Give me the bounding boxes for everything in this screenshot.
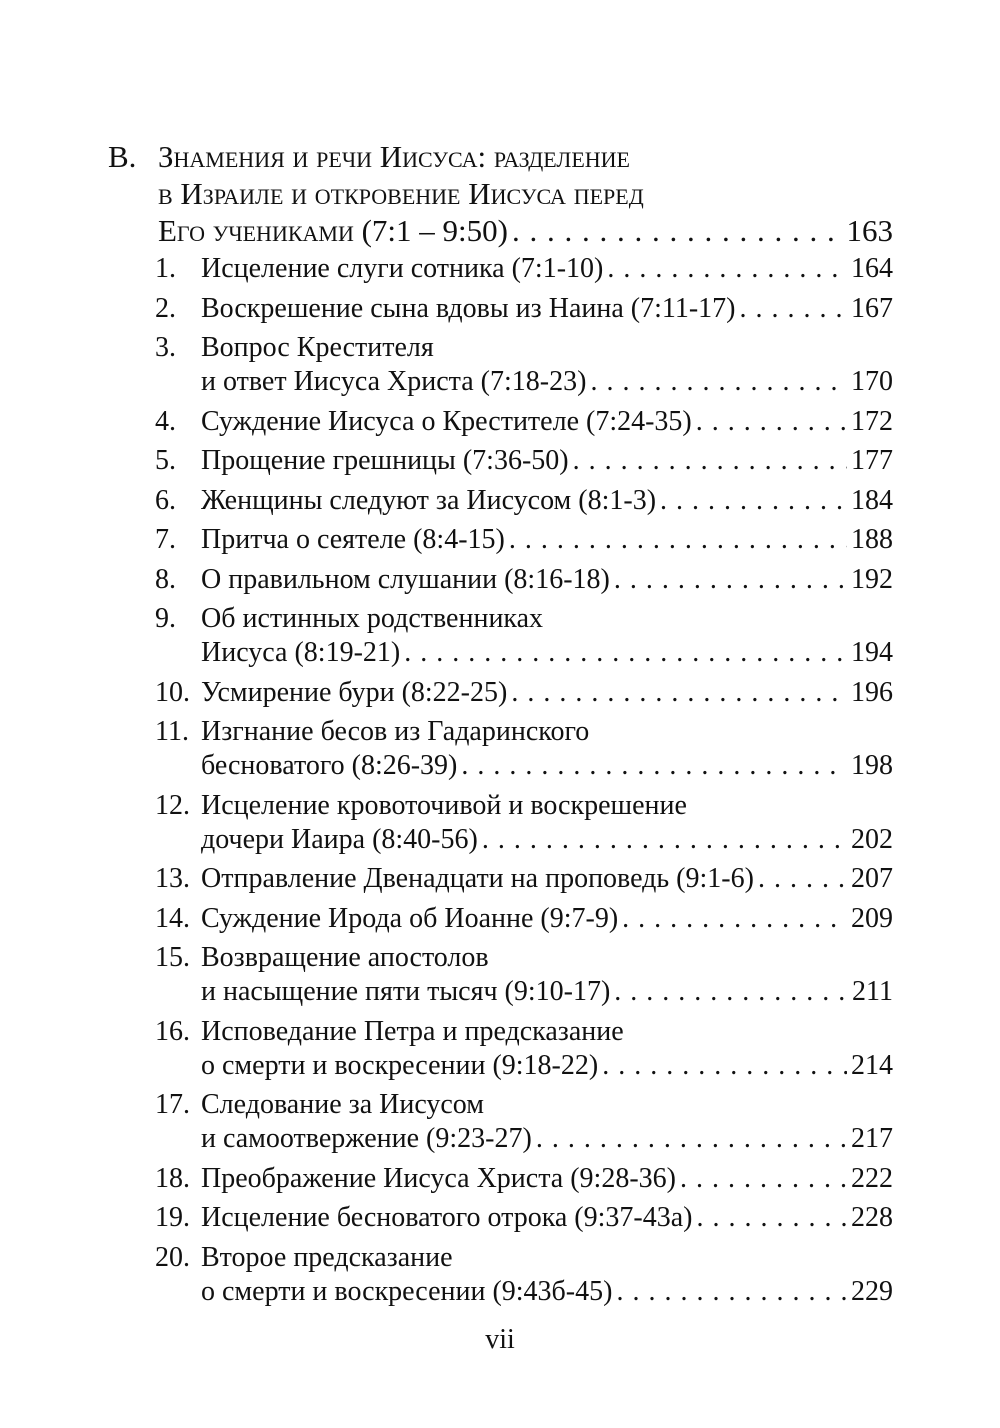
entry-number: 19. <box>155 1202 190 1233</box>
entry-title-line: Об истинных родственниках <box>201 603 544 634</box>
dot-leader <box>758 862 847 896</box>
toc-entry-list <box>155 252 893 1309</box>
entry-body <box>201 676 893 710</box>
entry-title: дочери Иаира (8:40-56) <box>201 823 478 855</box>
entry-leader-line <box>201 292 893 326</box>
entry-body <box>201 1241 893 1309</box>
entry-title: о смерти и воскресении (9:43б-45) <box>201 1275 613 1307</box>
dot-leader <box>616 1275 847 1309</box>
entry-page-number: 228 <box>851 1202 893 1233</box>
entry-title-line: Следование за Иисусом <box>201 1089 484 1120</box>
entry-page-number: 184 <box>851 484 893 516</box>
toc-entry[interactable] <box>155 1201 893 1235</box>
entry-leader-line <box>201 1122 893 1156</box>
entry-number: 13. <box>155 863 190 894</box>
dot-leader <box>607 252 847 286</box>
entry-title: О правильном слушании (8:16-18) <box>201 563 610 595</box>
entry-number: 6. <box>155 484 176 516</box>
section-title-line: Знамения и речи Иисуса: разделение <box>158 139 630 174</box>
entry-number: 15. <box>155 942 190 973</box>
entry-body <box>201 523 893 557</box>
toc-entry[interactable] <box>155 563 893 597</box>
section-title-line: Его учениками (7:1 – 9:50) <box>158 213 508 248</box>
entry-body <box>201 1015 893 1083</box>
page-folio: vii <box>485 1324 515 1355</box>
entry-leader-line <box>201 523 893 557</box>
toc-entry[interactable] <box>155 523 893 557</box>
section-heading <box>158 138 893 249</box>
entry-title: о смерти и воскресении (9:18-22) <box>201 1049 599 1081</box>
entry-number: 10. <box>155 676 190 708</box>
section-title-line: в Израиле и откровение Иисуса перед <box>158 176 644 211</box>
entry-number: 1. <box>155 253 176 284</box>
entry-body <box>201 1162 893 1196</box>
entry-title: Суждение Иисуса о Крестителе (7:24-35) <box>201 405 692 437</box>
dot-leader <box>660 484 847 518</box>
entry-leader-line <box>201 365 893 399</box>
entry-body <box>201 789 893 857</box>
entry-leader-line <box>201 636 893 670</box>
entry-number: 14. <box>155 902 190 934</box>
toc-entry[interactable] <box>155 1088 893 1156</box>
entry-body <box>201 563 893 597</box>
entry-title: Преображение Иисуса Христа (9:28-36) <box>201 1162 676 1194</box>
entry-number: 7. <box>155 524 176 555</box>
entry-leader-line <box>201 975 893 1009</box>
entry-page-number: 167 <box>851 292 893 324</box>
entry-page-number: 211 <box>852 976 893 1007</box>
entry-number: 11. <box>155 716 189 747</box>
dot-leader <box>696 1201 847 1235</box>
dot-leader <box>461 749 847 783</box>
entry-page-number: 202 <box>851 823 893 855</box>
entry-page-number: 164 <box>851 253 893 284</box>
entry-leader-line <box>201 676 893 710</box>
entry-leader-line <box>201 1049 893 1083</box>
entry-page-number: 229 <box>851 1275 893 1307</box>
entry-page-number: 217 <box>851 1123 893 1154</box>
entry-number: 4. <box>155 405 176 437</box>
dot-leader <box>739 292 847 326</box>
dot-leader <box>511 676 847 710</box>
entry-title-line: Исцеление кровоточивой и воскрешение <box>201 789 687 821</box>
entry-number: 18. <box>155 1162 190 1194</box>
toc-entry[interactable] <box>155 1015 893 1083</box>
entry-body <box>201 405 893 439</box>
toc-entry[interactable] <box>155 252 893 286</box>
toc-entry[interactable] <box>155 1162 893 1196</box>
dot-leader <box>536 1122 847 1156</box>
dot-leader <box>573 444 847 478</box>
entry-body <box>201 902 893 936</box>
entry-leader-line <box>201 563 893 597</box>
toc-entry[interactable] <box>155 405 893 439</box>
dot-leader <box>614 975 848 1009</box>
dot-leader <box>622 902 847 936</box>
toc-entry[interactable] <box>155 862 893 896</box>
entry-number: 2. <box>155 292 176 324</box>
dot-leader <box>590 365 847 399</box>
entry-page-number: 194 <box>851 637 893 668</box>
entry-leader-line <box>201 823 893 857</box>
entry-page-number: 172 <box>851 405 893 437</box>
entry-title-line: Изгнание бесов из Гадаринского <box>201 716 590 747</box>
entry-leader-line <box>201 405 893 439</box>
dot-leader <box>696 405 847 439</box>
entry-page-number: 192 <box>851 563 893 595</box>
toc-entry[interactable] <box>155 292 893 326</box>
entry-leader-line <box>201 444 893 478</box>
entry-title: бесноватого (8:26-39) <box>201 750 458 781</box>
entry-number: 12. <box>155 789 190 821</box>
entry-leader-line <box>201 252 893 286</box>
entry-number: 9. <box>155 603 176 634</box>
section-title-leader-line <box>158 212 893 249</box>
section-letter: B. <box>108 139 137 174</box>
entry-body <box>201 331 893 399</box>
entry-title: Женщины следуют за Иисусом (8:1-3) <box>201 484 657 516</box>
entry-title: Исцеление слуги сотника (7:1-10) <box>201 253 604 284</box>
entry-title-line: Вопрос Крестителя <box>201 332 434 363</box>
entry-title: и насыщение пяти тысяч (9:10-17) <box>201 976 611 1007</box>
dot-leader <box>614 563 847 597</box>
dot-leader <box>482 823 847 857</box>
dot-leader <box>404 636 847 670</box>
entry-leader-line <box>201 1275 893 1309</box>
entry-title: Исцеление бесноватого отрока (9:37-43а) <box>201 1202 693 1233</box>
entry-title: Воскрешение сына вдовы из Наина (7:11-17) <box>201 292 736 324</box>
entry-leader-line <box>201 862 893 896</box>
entry-leader-line <box>201 484 893 518</box>
entry-number: 20. <box>155 1241 190 1273</box>
entry-number: 17. <box>155 1089 190 1120</box>
entry-body <box>201 602 893 670</box>
entry-body <box>201 715 893 783</box>
entry-leader-line <box>201 1201 893 1235</box>
entry-title: Притча о сеятеле (8:4-15) <box>201 524 505 555</box>
entry-leader-line <box>201 749 893 783</box>
entry-number: 3. <box>155 332 176 363</box>
entry-body <box>201 484 893 518</box>
dot-leader <box>512 212 843 249</box>
dot-leader <box>602 1049 847 1083</box>
entry-title: Суждение Ирода об Иоанне (9:7-9) <box>201 902 619 934</box>
entry-body <box>201 862 893 896</box>
entry-body <box>201 292 893 326</box>
toc-entry[interactable] <box>155 941 893 1009</box>
toc-entry[interactable] <box>155 1241 893 1309</box>
entry-leader-line <box>201 902 893 936</box>
entry-title: Отправление Двенадцати на проповедь (9:1-6) <box>201 863 754 894</box>
entry-page-number: 198 <box>851 750 893 781</box>
entry-title: и самоотвержение (9:23-27) <box>201 1123 532 1154</box>
entry-number: 5. <box>155 445 176 476</box>
entry-title: Прощение грешницы (7:36-50) <box>201 445 569 476</box>
toc-entry[interactable] <box>155 444 893 478</box>
entry-page-number: 214 <box>851 1049 893 1081</box>
entry-number: 16. <box>155 1015 190 1047</box>
dot-leader <box>509 523 847 557</box>
toc-entry[interactable] <box>155 331 893 399</box>
toc-entry[interactable] <box>155 676 893 710</box>
entry-title: и ответ Иисуса Христа (7:18-23) <box>201 366 587 397</box>
entry-title-line: Второе предсказание <box>201 1241 453 1273</box>
entry-title: Иисуса (8:19-21) <box>201 637 401 668</box>
entry-body <box>201 444 893 478</box>
toc-entry[interactable] <box>155 789 893 857</box>
entry-body <box>201 252 893 286</box>
section-page-number: 163 <box>846 213 893 248</box>
dot-leader <box>680 1162 847 1196</box>
entry-page-number: 207 <box>851 863 893 894</box>
entry-title-line: Возвращение апостолов <box>201 942 489 973</box>
entry-body <box>201 1201 893 1235</box>
entry-page-number: 170 <box>851 366 893 397</box>
entry-number: 8. <box>155 563 176 595</box>
entry-title-line: Исповедание Петра и предсказание <box>201 1015 624 1047</box>
entry-title: Усмирение бури (8:22-25) <box>201 676 508 708</box>
entry-body <box>201 941 893 1009</box>
entry-page-number: 222 <box>851 1162 893 1194</box>
entry-page-number: 177 <box>851 445 893 476</box>
entry-leader-line <box>201 1162 893 1196</box>
toc-entry[interactable] <box>155 602 893 670</box>
toc-entry[interactable] <box>155 715 893 783</box>
entry-page-number: 188 <box>851 524 893 555</box>
entry-page-number: 196 <box>851 676 893 708</box>
entry-page-number: 209 <box>851 902 893 934</box>
toc-entry[interactable] <box>155 484 893 518</box>
entry-body <box>201 1088 893 1156</box>
toc-entry[interactable] <box>155 902 893 936</box>
